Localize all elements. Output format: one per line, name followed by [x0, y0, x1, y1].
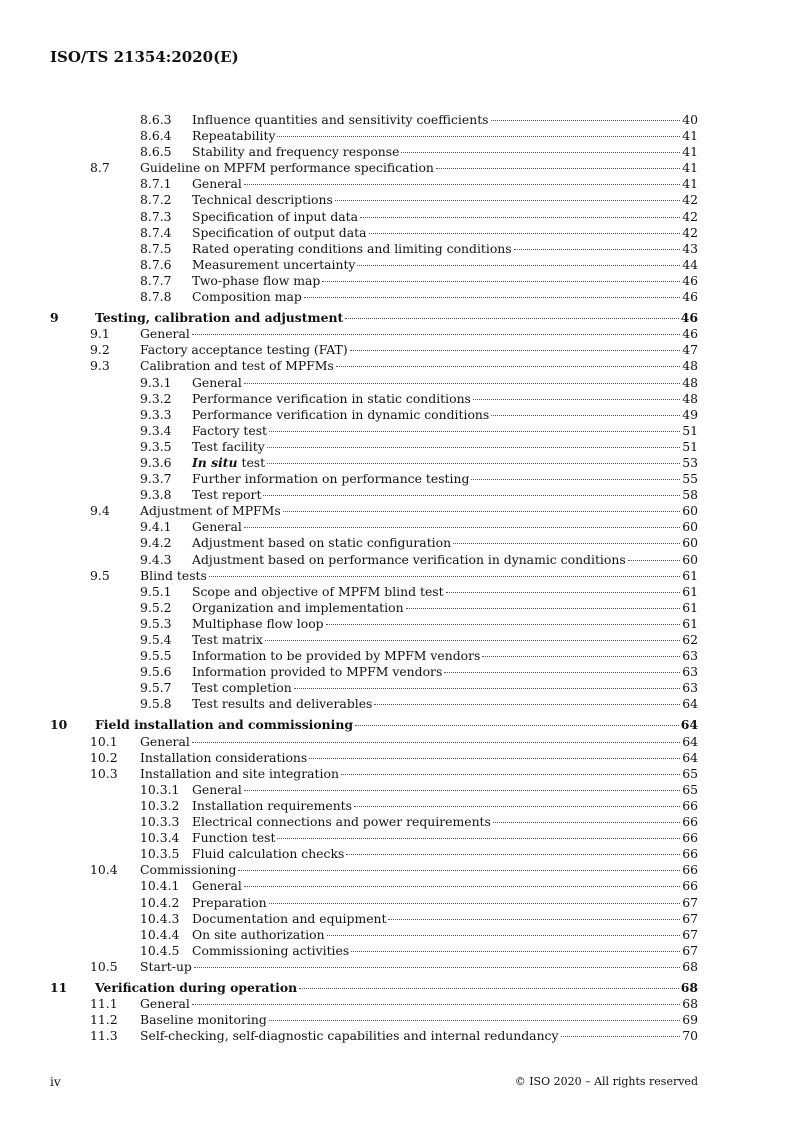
- toc-entry-title: Function test: [192, 830, 276, 846]
- toc-entry-page: 48: [682, 374, 698, 390]
- toc-entry-number: 10.5: [90, 958, 118, 974]
- toc-entry-title: General: [140, 996, 190, 1012]
- toc-entry-title: General: [140, 326, 190, 342]
- toc-entry-title: Field installation and commissioning: [95, 717, 354, 733]
- toc-entry[interactable]: [50, 632, 698, 648]
- toc-entry-page: 60: [682, 551, 698, 567]
- toc-entry-page: 51: [682, 438, 698, 454]
- toc-entry-page: 62: [682, 632, 698, 647]
- toc-entry[interactable]: [50, 241, 698, 257]
- dot-leader: [244, 790, 680, 791]
- toc-entry-title: General: [192, 374, 242, 390]
- dot-leader: [346, 854, 680, 855]
- dot-leader: [436, 168, 680, 169]
- toc-entry-title: Rated operating conditions and limiting conditions: [192, 240, 512, 256]
- toc-entry-title: General: [192, 781, 242, 797]
- dot-leader: [327, 935, 680, 936]
- toc-entry-title: Organization and implementation: [192, 599, 404, 615]
- toc-entry-number: 8.7.7: [140, 272, 172, 288]
- dot-leader: [192, 334, 680, 335]
- toc-entry-number: 8.7.5: [140, 240, 172, 256]
- toc-entry-page: 47: [682, 342, 698, 358]
- toc-entry-title: Adjustment of MPFMs: [140, 503, 281, 519]
- toc-entry-page: 68: [682, 958, 698, 974]
- toc-entry-title: [192, 455, 265, 471]
- dot-leader: [244, 383, 680, 384]
- toc-entry[interactable]: [50, 717, 698, 733]
- toc-entry[interactable]: [50, 375, 698, 391]
- toc-entry[interactable]: [50, 273, 698, 289]
- toc-entry-title: Specification of output data: [192, 224, 367, 240]
- toc-entry[interactable]: [50, 160, 698, 176]
- toc-entry[interactable]: [50, 927, 698, 943]
- toc-entry-title: Measurement uncertainty: [192, 256, 356, 272]
- toc-entry-title: Baseline monitoring: [140, 1012, 267, 1028]
- toc-entry-number: 8.7.6: [140, 256, 172, 272]
- toc-entry-number: 11.1: [90, 996, 118, 1012]
- dot-leader: [357, 265, 680, 266]
- toc-entry[interactable]: [50, 696, 698, 712]
- toc-entry-page: 42: [682, 224, 698, 240]
- toc-entry-page: 41: [682, 160, 698, 176]
- dot-leader: [277, 838, 680, 839]
- toc-entry-page: 48: [682, 358, 698, 374]
- toc-entry-page: 69: [682, 1012, 698, 1028]
- toc-entry[interactable]: [50, 176, 698, 192]
- toc-entry-title: Verification during operation: [95, 979, 298, 995]
- toc-entry[interactable]: [50, 552, 698, 568]
- dot-leader: [444, 672, 680, 673]
- toc-entry-page: 64: [682, 733, 698, 749]
- dot-leader: [491, 120, 680, 121]
- toc-entry-title: Adjustment based on static configuration: [192, 535, 452, 551]
- toc-entry[interactable]: [50, 862, 698, 878]
- toc-entry-number: 8.7.1: [140, 176, 172, 192]
- toc-entry-page: 70: [682, 1028, 698, 1044]
- toc-entry-title: General: [192, 519, 242, 535]
- toc-entry-page: 68: [680, 979, 698, 995]
- toc-entry[interactable]: [50, 584, 698, 600]
- page-number: iv: [50, 1075, 61, 1089]
- toc-entry-number: 10.3.2: [140, 797, 180, 813]
- toc-entry-page: 67: [682, 942, 698, 958]
- dot-leader: [304, 297, 680, 298]
- toc-entry[interactable]: [50, 980, 698, 996]
- toc-entry-number: 9.5.2: [140, 599, 172, 615]
- toc-entry-number: 9.4.3: [140, 551, 172, 567]
- toc-entry-title: Calibration and test of MPFMs: [140, 358, 334, 374]
- dot-leader: [446, 592, 680, 593]
- dot-leader: [493, 822, 680, 823]
- toc-entry-title: Performance verification in dynamic conditions: [192, 406, 490, 422]
- toc-entry-number: 9.3.4: [140, 422, 172, 438]
- dot-leader: [244, 886, 680, 887]
- dot-leader: [265, 640, 680, 641]
- toc-entry[interactable]: [50, 225, 698, 241]
- toc-entry[interactable]: [50, 144, 698, 160]
- toc-entry-title-emphasis: In situ: [192, 454, 238, 470]
- toc-entry-number: 9.5.1: [140, 583, 172, 599]
- toc-entry-page: 65: [682, 781, 698, 797]
- toc-entry[interactable]: [50, 289, 698, 305]
- toc-entry-page: 41: [682, 176, 698, 192]
- dot-leader: [277, 136, 680, 137]
- toc-entry[interactable]: [50, 814, 698, 830]
- toc-entry-title: Test facility: [192, 438, 265, 454]
- toc-entry-page: 64: [682, 696, 698, 712]
- toc-entry-page: 66: [682, 797, 698, 813]
- toc-entry-title: Guideline on MPFM performance specification: [140, 160, 434, 176]
- toc-entry-page: 48: [682, 390, 698, 406]
- dot-leader: [514, 249, 680, 250]
- toc-entry-page: 64: [680, 717, 698, 733]
- toc-entry-title: Test report: [192, 487, 262, 503]
- toc-entry-page: 53: [682, 454, 698, 470]
- toc-entry-page: 40: [682, 112, 698, 127]
- toc-entry-title: Documentation and equipment: [192, 910, 387, 926]
- toc-entry[interactable]: [50, 407, 698, 423]
- toc-entry-title: Installation and site integration: [140, 765, 339, 781]
- toc-entry-page: 51: [682, 422, 698, 438]
- dot-leader: [238, 870, 680, 871]
- toc-entry-number: 10.4.1: [140, 878, 180, 894]
- toc-entry-number: 9.5.5: [140, 648, 172, 664]
- toc-entry-number: 10.3.3: [140, 814, 180, 830]
- toc-entry-number: 11.2: [90, 1012, 118, 1028]
- toc-entry[interactable]: [50, 750, 698, 766]
- toc-entry-page: 67: [682, 910, 698, 926]
- dot-leader: [335, 200, 680, 201]
- toc-entry[interactable]: [50, 471, 698, 487]
- dot-leader: [267, 463, 680, 464]
- toc-entry-number: 9.5: [90, 567, 110, 583]
- dot-leader: [326, 624, 680, 625]
- toc-entry-number: 10.3.5: [140, 846, 180, 862]
- toc-entry-title: General: [192, 176, 242, 192]
- dot-leader: [299, 988, 679, 989]
- dot-leader: [244, 184, 680, 185]
- toc-entry[interactable]: [50, 782, 698, 798]
- dot-leader: [244, 527, 680, 528]
- toc-entry-page: 63: [682, 648, 698, 664]
- toc-entry[interactable]: [50, 600, 698, 616]
- toc-entry-number: 10.4.5: [140, 942, 180, 958]
- toc-entry-page: 44: [682, 256, 698, 272]
- toc-entry-number: 9.3.8: [140, 487, 172, 503]
- dot-leader: [453, 543, 680, 544]
- toc-entry[interactable]: [50, 911, 698, 927]
- dot-leader: [406, 608, 680, 609]
- toc-entry-page: 61: [682, 583, 698, 599]
- toc-entry[interactable]: [50, 664, 698, 680]
- toc-entry-title: Specification of input data: [192, 208, 359, 224]
- toc-entry-number: 10.4.3: [140, 910, 180, 926]
- dot-leader: [473, 399, 680, 400]
- toc-entry-page: 41: [682, 128, 698, 144]
- table-of-contents: [50, 112, 698, 1044]
- toc-entry[interactable]: [50, 503, 698, 519]
- toc-entry-title: Test matrix: [192, 632, 263, 647]
- toc-entry-title: Scope and objective of MPFM blind test: [192, 583, 444, 599]
- toc-entry-title: Information to be provided by MPFM vendors: [192, 648, 481, 664]
- toc-entry-page: 63: [682, 680, 698, 696]
- dot-leader: [388, 919, 680, 920]
- toc-entry[interactable]: [50, 895, 698, 911]
- toc-entry-number: 9.4: [90, 503, 110, 519]
- toc-entry-number: 10.4: [90, 862, 118, 878]
- toc-entry-page: 55: [682, 471, 698, 487]
- toc-entry-page: 66: [682, 846, 698, 862]
- dot-leader: [194, 967, 680, 968]
- toc-entry-title-rest: test: [237, 454, 266, 470]
- toc-entry-number: 9.2: [90, 342, 110, 358]
- toc-entry-title: General: [140, 733, 190, 749]
- toc-entry-number: 9.4.2: [140, 535, 172, 551]
- toc-entry-title: Adjustment based on performance verification in dynamic conditions: [192, 551, 626, 567]
- dot-leader: [360, 217, 680, 218]
- dot-leader: [401, 152, 680, 153]
- dot-leader: [336, 366, 680, 367]
- toc-entry-page: 41: [682, 144, 698, 160]
- toc-entry[interactable]: [50, 616, 698, 632]
- dot-leader: [283, 511, 680, 512]
- toc-entry-page: 66: [682, 830, 698, 846]
- toc-entry-number: 8.6.4: [140, 128, 172, 144]
- toc-entry-number: 9.4.1: [140, 519, 172, 535]
- toc-entry-number: 9: [50, 310, 59, 326]
- toc-entry-number: 10.1: [90, 733, 118, 749]
- toc-entry-page: 63: [682, 664, 698, 680]
- toc-entry-title: On site authorization: [192, 926, 325, 942]
- toc-entry[interactable]: [50, 519, 698, 535]
- dot-leader: [482, 656, 680, 657]
- toc-entry[interactable]: [50, 878, 698, 894]
- toc-entry[interactable]: [50, 568, 698, 584]
- toc-entry-page: 66: [682, 878, 698, 894]
- toc-entry-page: 68: [682, 996, 698, 1012]
- dot-leader: [269, 903, 680, 904]
- toc-entry-number: 10: [50, 717, 68, 733]
- toc-entry-page: 58: [682, 487, 698, 503]
- dot-leader: [561, 1036, 681, 1037]
- toc-entry[interactable]: [50, 326, 698, 342]
- dot-leader: [369, 233, 681, 234]
- toc-entry-number: 9.5.4: [140, 632, 172, 647]
- toc-entry-number: 9.1: [90, 326, 110, 342]
- toc-entry-title: Start-up: [140, 958, 192, 974]
- toc-entry-title: Two-phase flow map: [192, 272, 321, 288]
- toc-entry-title: Preparation: [192, 894, 267, 910]
- toc-entry[interactable]: [50, 128, 698, 144]
- dot-leader: [209, 576, 680, 577]
- toc-entry-page: 60: [682, 503, 698, 519]
- toc-entry-title: Technical descriptions: [192, 192, 333, 208]
- toc-entry-number: 9.5.8: [140, 696, 172, 712]
- toc-entry[interactable]: [50, 1028, 698, 1044]
- toc-entry-page: 46: [682, 289, 698, 305]
- toc-entry-page: 42: [682, 192, 698, 208]
- toc-entry-page: 67: [682, 926, 698, 942]
- toc-entry-title: Multiphase flow loop: [192, 615, 324, 631]
- toc-entry-number: 10.4.2: [140, 894, 180, 910]
- dot-leader: [192, 1004, 680, 1005]
- toc-entry-number: 10.2: [90, 749, 118, 765]
- toc-entry[interactable]: [50, 1012, 698, 1028]
- toc-entry[interactable]: [50, 830, 698, 846]
- toc-entry-page: 66: [682, 814, 698, 830]
- toc-entry-title: Self-checking, self-diagnostic capabilities and internal redundancy: [140, 1028, 559, 1044]
- toc-entry-page: 46: [682, 326, 698, 342]
- toc-entry-title: Stability and frequency response: [192, 144, 400, 160]
- dot-leader: [354, 806, 680, 807]
- toc-entry-page: 64: [682, 749, 698, 765]
- toc-entry-number: 11: [50, 979, 68, 995]
- toc-entry[interactable]: [50, 455, 698, 471]
- toc-entry[interactable]: [50, 487, 698, 503]
- dot-leader: [309, 758, 680, 759]
- dot-leader: [355, 725, 679, 726]
- toc-entry-title: Factory acceptance testing (FAT): [140, 342, 348, 358]
- toc-entry-page: 60: [682, 535, 698, 551]
- toc-entry-page: 49: [682, 406, 698, 422]
- toc-entry-page: 66: [682, 862, 698, 878]
- toc-entry-number: 10.4.4: [140, 926, 180, 942]
- toc-entry-title: Installation requirements: [192, 797, 353, 813]
- toc-entry-title: Test results and deliverables: [192, 696, 373, 712]
- toc-entry-title: Installation considerations: [140, 749, 308, 765]
- toc-entry-title: Performance verification in static conditions: [192, 390, 471, 406]
- toc-entry[interactable]: [50, 648, 698, 664]
- toc-entry-number: 10.3: [90, 765, 118, 781]
- toc-entry-page: 67: [682, 894, 698, 910]
- toc-entry-number: 8.7.8: [140, 289, 172, 305]
- document-id-header: ISO/TS 21354:2020(E): [50, 48, 239, 66]
- toc-entry-title: Influence quantities and sensitivity coefficients: [192, 112, 489, 127]
- dot-leader: [350, 350, 680, 351]
- toc-entry-title: Commissioning activities: [192, 942, 350, 958]
- copyright-notice: © ISO 2020 – All rights reserved: [514, 1075, 698, 1088]
- toc-entry[interactable]: [50, 257, 698, 273]
- toc-entry-number: 9.3.1: [140, 374, 172, 390]
- toc-entry-title: General: [192, 878, 242, 894]
- toc-entry[interactable]: [50, 358, 698, 374]
- toc-entry-title: Test completion: [192, 680, 292, 696]
- toc-entry-page: 61: [682, 599, 698, 615]
- toc-entry-number: 9.5.7: [140, 680, 172, 696]
- toc-entry[interactable]: [50, 766, 698, 782]
- toc-entry[interactable]: [50, 846, 698, 862]
- toc-entry-title: Information provided to MPFM vendors: [192, 664, 443, 680]
- toc-entry[interactable]: [50, 310, 698, 326]
- dot-leader: [269, 431, 680, 432]
- toc-entry-number: 9.3.2: [140, 390, 172, 406]
- toc-entry-page: 61: [682, 567, 698, 583]
- toc-entry-page: 60: [682, 519, 698, 535]
- toc-entry-page: 46: [680, 310, 698, 326]
- toc-entry-number: 8.7.2: [140, 192, 172, 208]
- dot-leader: [192, 742, 680, 743]
- dot-leader: [491, 415, 680, 416]
- toc-entry[interactable]: [50, 680, 698, 696]
- toc-entry-number: 10.3.1: [140, 781, 180, 797]
- dot-leader: [351, 951, 680, 952]
- toc-entry-page: 43: [682, 240, 698, 256]
- toc-entry-title: Repeatability: [192, 128, 276, 144]
- dot-leader: [374, 704, 680, 705]
- toc-entry[interactable]: [50, 996, 698, 1012]
- toc-entry-number: 9.5.3: [140, 615, 172, 631]
- dot-leader: [263, 495, 680, 496]
- toc-entry-page: 42: [682, 208, 698, 224]
- dot-leader: [345, 318, 679, 319]
- toc-entry[interactable]: [50, 342, 698, 358]
- toc-entry-number: 8.6.3: [140, 112, 172, 127]
- toc-entry[interactable]: [50, 391, 698, 407]
- toc-entry[interactable]: [50, 112, 698, 128]
- toc-entry-title: Factory test: [192, 422, 268, 438]
- toc-entry[interactable]: [50, 734, 698, 750]
- toc-entry-number: 9.3.7: [140, 471, 172, 487]
- toc-entry-title: Electrical connections and power requirements: [192, 814, 491, 830]
- toc-entry-title: Further information on performance testing: [192, 471, 470, 487]
- toc-entry-number: 10.3.4: [140, 830, 180, 846]
- dot-leader: [628, 560, 680, 561]
- toc-entry[interactable]: [50, 439, 698, 455]
- toc-entry-number: 9.3.5: [140, 438, 172, 454]
- toc-entry-number: 11.3: [90, 1028, 118, 1044]
- dot-leader: [322, 281, 680, 282]
- toc-entry-page: 46: [682, 272, 698, 288]
- toc-entry-number: 8.6.5: [140, 144, 172, 160]
- dot-leader: [269, 1020, 680, 1021]
- toc-entry-title: Testing, calibration and adjustment: [95, 310, 344, 326]
- dot-leader: [471, 479, 680, 480]
- toc-entry-number: 9.3: [90, 358, 110, 374]
- toc-entry[interactable]: [50, 209, 698, 225]
- toc-entry[interactable]: [50, 423, 698, 439]
- toc-entry[interactable]: [50, 798, 698, 814]
- toc-entry[interactable]: [50, 959, 698, 975]
- toc-entry[interactable]: [50, 192, 698, 208]
- toc-entry-number: 8.7.4: [140, 224, 172, 240]
- toc-entry-page: 61: [682, 615, 698, 631]
- toc-entry-title: Fluid calculation checks: [192, 846, 345, 862]
- toc-entry-number: 8.7: [90, 160, 110, 176]
- toc-entry-number: 9.3.3: [140, 406, 172, 422]
- dot-leader: [341, 774, 680, 775]
- toc-entry-page: 65: [682, 765, 698, 781]
- toc-entry[interactable]: [50, 535, 698, 551]
- dot-leader: [294, 688, 680, 689]
- toc-entry-title: Commissioning: [140, 862, 237, 878]
- toc-entry-title: Blind tests: [140, 567, 207, 583]
- dot-leader: [267, 447, 680, 448]
- toc-entry-number: 9.5.6: [140, 664, 172, 680]
- toc-entry[interactable]: [50, 943, 698, 959]
- toc-entry-number: 8.7.3: [140, 208, 172, 224]
- toc-entry-title: Composition map: [192, 289, 302, 305]
- toc-entry-number: 9.3.6: [140, 454, 172, 470]
